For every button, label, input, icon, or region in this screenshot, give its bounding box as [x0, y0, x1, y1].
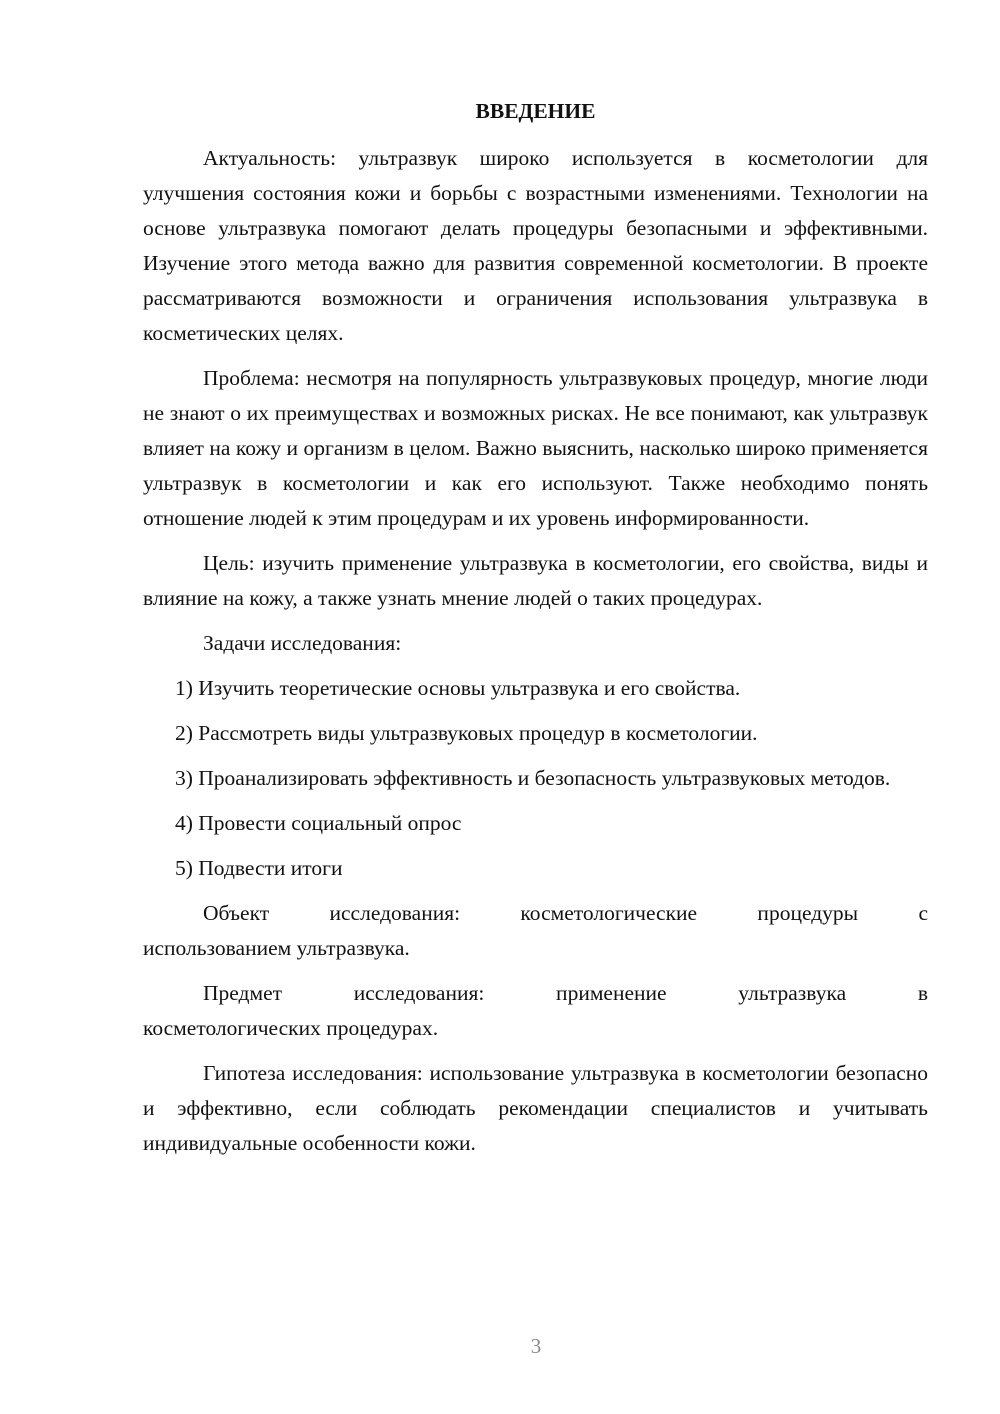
problem-paragraph: Проблема: несмотря на популярность ультразвуковых процедур, многие люди не знают о их преимуществах и возможных рисках. Не все понимают, как ультразвук влияет на кожу и организм в целом. Важно выяснить, насколько широко применяется ультразвук в косметологии и как его используют. Также необходимо понять отношение людей к этим процедурам и их уровень информированности. [143, 366, 928, 530]
page-number: 3 [530, 1334, 542, 1358]
task-item-3: 3) Проанализировать эффективность и безопасность ультразвуковых методов. [175, 766, 891, 790]
page-content [143, 94, 928, 1171]
subject-line-2: косметологических процедурах. [143, 1016, 439, 1040]
task-item-2: 2) Рассмотреть виды ультразвуковых процедур в косметологии. [175, 721, 758, 745]
tasks-label: Задачи исследования: [203, 631, 402, 655]
relevance-paragraph: Актуальность: ультразвук широко используется в косметологии для улучшения состояния кожи и борьбы с возрастными изменениями. Технологии на основе ультразвука помогают делать процедуры безопасными и эффективными. Изучение этого метода важно для развития современной косметологии. В проекте рассматриваются возможности и ограничения использования ультразвука в косметических целях. [143, 146, 928, 345]
hypothesis-paragraph: Гипотеза исследования: использование ультразвука в косметологии безопасно и эффективно, если соблюдать рекомендации специалистов и учитывать индивидуальные особенности кожи. [143, 1061, 928, 1155]
section-heading: ВВЕДЕНИЕ [475, 99, 596, 123]
object-line-2: использованием ультразвука. [143, 936, 410, 960]
object-line-1: Объект исследования: косметологические процедуры с [203, 901, 928, 925]
task-item-4: 4) Провести социальный опрос [175, 811, 462, 835]
task-item-1: 1) Изучить теоретические основы ультразвука и его свойства. [175, 676, 741, 700]
object-paragraph [143, 896, 928, 966]
goal-paragraph: Цель: изучить применение ультразвука в косметологии, его свойства, виды и влияние на кожу, а также узнать мнение людей о таких процедурах. [143, 551, 928, 610]
task-item-5: 5) Подвести итоги [175, 856, 343, 880]
subject-line-1: Предмет исследования: применение ультразвука в [203, 981, 928, 1005]
subject-paragraph [143, 976, 928, 1046]
